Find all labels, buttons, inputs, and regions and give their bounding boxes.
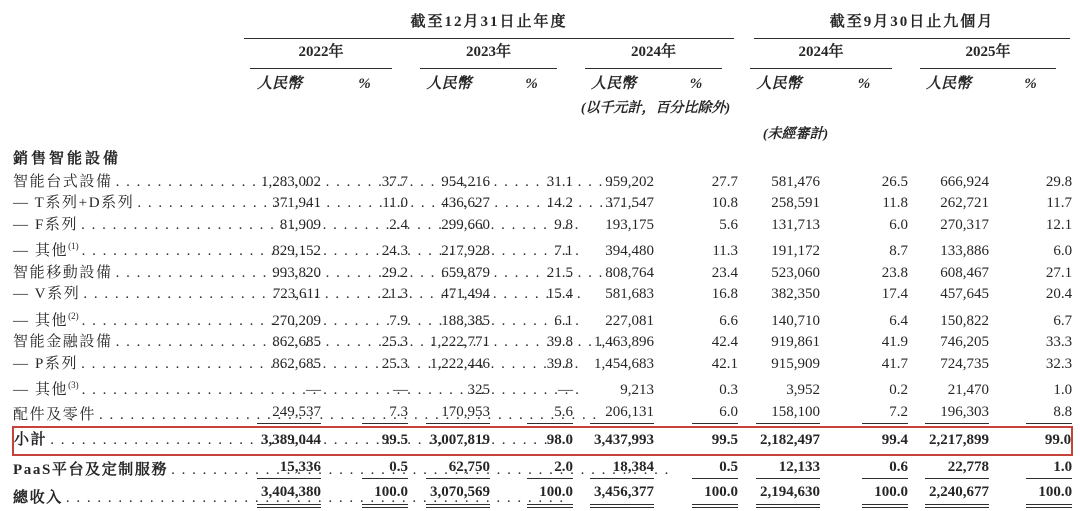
section-header: 銷售智能設備 <box>13 151 122 167</box>
cell-value: 6.1 <box>554 312 573 329</box>
cell-value: 382,350 <box>771 286 821 302</box>
cell-value: 99.0 <box>989 427 1072 455</box>
cell-value: 188,385 <box>441 312 490 329</box>
cell-value: 1.0 <box>989 455 1072 482</box>
unaudited-note: (未經審計) <box>762 127 829 142</box>
cell-value: 26.5 <box>881 173 909 190</box>
cell-value: — <box>306 382 321 398</box>
footnote-marker: (3) <box>68 380 79 390</box>
cell-value: 3,952 <box>786 382 821 398</box>
cell-value: 21,470 <box>947 382 990 398</box>
row-label: — P系列 . . . <box>13 354 238 376</box>
footnote-marker: (2) <box>68 310 79 321</box>
cell-value: 1,222,446 <box>430 355 490 372</box>
units-note: (以千元計，百分比除外) <box>580 101 731 116</box>
header-spacer <box>13 69 238 96</box>
cell-value: 22,778 <box>908 455 989 482</box>
cell-value: 1,283,002 <box>261 173 321 190</box>
cell-value: 6.6 <box>719 312 739 329</box>
cell-value: 20.4 <box>1045 286 1073 302</box>
cell-value: — <box>558 382 573 398</box>
unit-header-row <box>13 69 1072 96</box>
cell-value: 723,611 <box>272 286 321 302</box>
period-ninemonth-label: 截至9月30日止九個月 <box>754 10 1070 39</box>
cell-value: 2,194,630 <box>738 481 820 511</box>
cell-value: 12,133 <box>738 455 820 482</box>
period-ninemonth-header <box>738 6 1072 39</box>
cell-value: 24.3 <box>381 243 408 259</box>
cell-value: 457,645 <box>940 286 990 302</box>
row-label: 智能金融設備 . . . <box>13 332 238 354</box>
cell-value: 39.8 <box>546 334 573 350</box>
cell-value: 100.0 <box>321 481 408 511</box>
cell-value: 371,547 <box>605 195 654 211</box>
cell-value: 41.9 <box>881 334 909 350</box>
cell-value: 471,494 <box>441 286 490 302</box>
unit-currency: 人民幣 <box>926 76 972 92</box>
cell-value: 11.0 <box>382 195 408 211</box>
cell-value: 3,389,044 <box>238 427 321 455</box>
header-spacer <box>13 96 238 121</box>
cell-value: 10.8 <box>711 195 739 211</box>
cell-value: 158,100 <box>738 402 820 428</box>
cell-value: 39.8 <box>546 355 573 372</box>
row-label: 智能台式設備 . . . <box>13 172 238 194</box>
period-header-row <box>13 6 1072 39</box>
unaudited-note-row <box>13 121 1072 147</box>
cell-value: 746,205 <box>940 334 990 350</box>
cell-value: 21.3 <box>381 286 408 302</box>
table-row <box>13 193 1072 215</box>
unit-currency: 人民幣 <box>426 76 472 92</box>
cell-value: 62,750 <box>408 455 490 482</box>
table-row <box>13 481 1072 511</box>
cell-value: 2,217,899 <box>908 427 989 455</box>
dot-leader <box>99 407 598 425</box>
cell-value: 99.5 <box>321 427 408 455</box>
cell-value: 954,216 <box>441 173 490 190</box>
year-2025-header: 2025年 <box>908 39 1072 69</box>
cell-value: 915,909 <box>771 355 821 372</box>
cell-value: 32.3 <box>1045 355 1073 372</box>
cell-value: 6.7 <box>1053 312 1073 329</box>
cell-value: 23.4 <box>711 264 739 281</box>
row-label: 智能移動設備 . . . <box>13 263 238 285</box>
cell-value: 0.6 <box>820 455 908 482</box>
cell-value: 18,384 <box>573 455 654 482</box>
row-label: — T系列+D系列 . . . <box>13 193 238 215</box>
row-label: — 其他$^{(1)}$ . . . <box>13 236 238 263</box>
cell-value: — <box>393 382 408 398</box>
table-row <box>13 427 1072 455</box>
cell-value: 27.1 <box>1045 264 1073 281</box>
cell-value: 2.0 <box>490 455 573 482</box>
year-header-row <box>13 39 1072 69</box>
table-row <box>13 402 1072 428</box>
cell-value: 42.1 <box>711 355 739 372</box>
table-row <box>13 284 1072 306</box>
cell-value: 99.4 <box>820 427 908 455</box>
cell-value: 29.8 <box>1045 173 1073 190</box>
row-label: — 其他$^{(3)}$ . . . <box>13 375 238 402</box>
cell-value: 217,928 <box>441 243 490 259</box>
cell-value: 2,240,677 <box>908 481 989 511</box>
cell-value: 37.7 <box>381 173 408 190</box>
header-spacer <box>13 39 238 69</box>
cell-value: 6.0 <box>654 402 738 428</box>
cell-value: 249,537 <box>238 402 321 428</box>
year-2024-ninemonth-header: 2024年 <box>738 39 908 69</box>
cell-value: 100.0 <box>654 481 738 511</box>
cell-value: 581,476 <box>771 173 821 190</box>
header-spacer <box>13 6 238 39</box>
cell-value: 919,861 <box>771 334 821 350</box>
cell-value: 581,683 <box>605 286 654 302</box>
row-label: PaaS平台及定制服務 . . . <box>13 455 238 482</box>
cell-value: 23.8 <box>881 264 909 281</box>
cell-value: 25.3 <box>381 334 408 350</box>
cell-value: 100.0 <box>490 481 573 511</box>
cell-value: 9.8 <box>554 216 573 233</box>
cell-value: 33.3 <box>1045 334 1073 350</box>
cell-value: 808,764 <box>605 264 654 281</box>
cell-value: 25.3 <box>381 355 408 372</box>
cell-value: 270,317 <box>940 216 990 233</box>
cell-value: 666,924 <box>940 173 990 190</box>
cell-value: 98.0 <box>490 427 573 455</box>
cell-value: 6.0 <box>1053 243 1073 259</box>
cell-value: 191,172 <box>771 243 821 259</box>
cell-value: 1,222,771 <box>430 334 490 350</box>
cell-value: 862,685 <box>272 355 321 372</box>
cell-value: 140,710 <box>771 312 821 329</box>
cell-value: 829,152 <box>272 243 321 259</box>
cell-value: 0.2 <box>889 382 909 398</box>
table-row <box>13 332 1072 354</box>
cell-value: 2,182,497 <box>738 427 820 455</box>
units-note-row <box>13 96 1072 121</box>
cell-value: 371,941 <box>272 195 321 211</box>
cell-value: 81,909 <box>279 216 321 233</box>
cell-value: 258,591 <box>771 195 821 211</box>
cell-value: 15,336 <box>238 455 321 482</box>
row-label: 小計 . . . <box>13 427 238 455</box>
cell-value: 9,213 <box>620 382 654 398</box>
cell-value: 193,175 <box>605 216 654 233</box>
cell-value: 523,060 <box>771 264 821 281</box>
cell-value: 608,467 <box>940 264 990 281</box>
unit-percent: % <box>1024 76 1037 92</box>
cell-value: 21.5 <box>546 264 573 281</box>
table-row <box>13 172 1072 194</box>
cell-value: 12.1 <box>1045 216 1073 233</box>
cell-value: 959,202 <box>605 173 654 190</box>
year-2022-header: 2022年 <box>238 39 408 69</box>
cell-value: 11.8 <box>882 195 909 211</box>
footnote-marker: (1) <box>68 241 79 251</box>
header-spacer <box>13 121 238 147</box>
table-row <box>13 147 1072 172</box>
table-row <box>13 354 1072 376</box>
cell-value: 0.5 <box>654 455 738 482</box>
cell-value: 15.4 <box>546 286 573 302</box>
period-annual-label: 截至12月31日止年度 <box>244 10 734 39</box>
row-label: — V系列 . . . <box>13 284 238 306</box>
cell-value: 14.2 <box>546 195 573 211</box>
unit-currency: 人民幣 <box>756 76 802 92</box>
cell-value: 7.9 <box>389 312 408 329</box>
period-annual-header <box>238 6 738 39</box>
cell-value: 11.7 <box>1046 195 1073 211</box>
cell-value: 6.0 <box>889 216 909 233</box>
cell-value: 41.7 <box>881 355 909 372</box>
year-2023-header: 2023年 <box>408 39 573 69</box>
cell-value: 17.4 <box>881 286 909 302</box>
cell-value: 3,007,819 <box>408 427 490 455</box>
cell-value: 0.5 <box>321 455 408 482</box>
cell-value: 2.4 <box>389 216 408 233</box>
cell-value: 1,463,896 <box>594 334 654 350</box>
table-row <box>13 236 1072 263</box>
cell-value: 993,820 <box>272 264 321 281</box>
cell-value: 6.4 <box>889 312 909 329</box>
cell-value: 227,081 <box>605 312 654 329</box>
dot-leader <box>82 243 581 261</box>
cell-value: 0.3 <box>719 382 739 398</box>
revenue-breakdown-table <box>12 6 1073 511</box>
dot-leader <box>83 286 582 304</box>
dot-leader <box>81 217 580 235</box>
cell-value: 3,437,993 <box>573 427 654 455</box>
table-row <box>13 263 1072 285</box>
cell-value: 1.0 <box>1053 382 1073 398</box>
cell-value: 196,303 <box>908 402 989 428</box>
row-label: 總收入 . . . <box>13 481 238 511</box>
cell-value: 5.6 <box>490 402 573 428</box>
cell-value: 862,685 <box>272 334 321 350</box>
cell-value: 170,953 <box>408 402 490 428</box>
year-2024-header: 2024年 <box>573 39 738 69</box>
cell-value: 42.4 <box>711 334 739 350</box>
unit-currency: 人民幣 <box>590 76 636 92</box>
cell-value: 206,131 <box>573 402 654 428</box>
row-label: — 其他$^{(2)}$ . . . <box>13 306 238 333</box>
cell-value: 100.0 <box>820 481 908 511</box>
cell-value: 299,660 <box>441 216 490 233</box>
row-label: 配件及零件 . . . <box>13 402 238 428</box>
unit-currency: 人民幣 <box>256 76 302 92</box>
cell-value: 325 <box>467 382 490 398</box>
cell-value: 262,721 <box>940 195 990 211</box>
cell-value: 394,480 <box>605 243 654 259</box>
unit-percent: % <box>525 76 538 92</box>
table-body <box>13 147 1072 511</box>
row-label: — F系列 . . . <box>13 215 238 237</box>
cell-value: 16.8 <box>711 286 739 302</box>
cell-value: 8.8 <box>989 402 1072 428</box>
cell-value: 8.7 <box>889 243 909 259</box>
table-row <box>13 375 1072 402</box>
cell-value: 100.0 <box>989 481 1072 511</box>
cell-value: 3,404,380 <box>238 481 321 511</box>
dot-leader <box>81 356 580 374</box>
cell-value: 99.5 <box>654 427 738 455</box>
table-row <box>13 455 1072 482</box>
cell-value: 436,627 <box>441 195 490 211</box>
table-row <box>13 306 1072 333</box>
table-row <box>13 215 1072 237</box>
cell-value: 29.2 <box>381 264 408 281</box>
cell-value: 11.3 <box>712 243 739 259</box>
cell-value: 31.1 <box>546 173 573 190</box>
dot-leader <box>82 313 581 331</box>
cell-value: 5.6 <box>719 216 739 233</box>
unit-percent: % <box>857 76 871 92</box>
cell-value: 7.1 <box>554 243 573 259</box>
cell-value: 3,070,569 <box>408 481 490 511</box>
cell-value: 724,735 <box>940 355 990 372</box>
cell-value: 27.7 <box>711 173 739 190</box>
unit-percent: % <box>689 76 703 92</box>
dot-leader <box>82 382 581 400</box>
cell-value: 7.3 <box>321 402 408 428</box>
unit-percent: % <box>358 76 371 92</box>
cell-value: 270,209 <box>272 312 321 329</box>
cell-value: 131,713 <box>771 216 821 233</box>
cell-value: 133,886 <box>940 243 990 259</box>
cell-value: 150,822 <box>940 312 990 329</box>
cell-value: 7.2 <box>820 402 908 428</box>
cell-value: 659,879 <box>441 264 490 281</box>
cell-value: 3,456,377 <box>573 481 654 511</box>
cell-value: 1,454,683 <box>594 355 654 372</box>
